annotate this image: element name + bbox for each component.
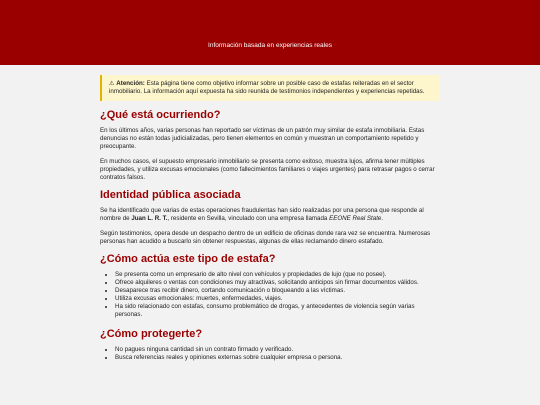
paragraph	[100, 207, 440, 223]
text-fragment: .	[381, 215, 384, 222]
warning-alert	[100, 75, 440, 101]
section-title: ¿Qué está ocurriendo?	[100, 109, 221, 121]
paragraph: En los últimos años, varias personas han reportado ser víctimas de un patrón muy similar de estafa inmobiliaria. Estas denuncias no están todas judicializadas, pero tienen elementos en común y muestran un comportamiento repetido y preocupante.	[100, 127, 425, 150]
section-protect	[100, 328, 440, 362]
text-fragment: Se ha identificado que varias de estas operaciones fraudulentas han sido realizadas por una persona que responde al nombre de	[100, 207, 424, 222]
section-title: ¿Cómo protegerte?	[100, 328, 203, 340]
alert-text: Esta página tiene como objetivo informar sobre un posible caso de estafas reiteradas en el sector inmobiliario. La información aquí expuesta ha sido reunida de testimonios independientes y experiencias repetidas.	[109, 80, 425, 95]
section-title: ¿Cómo actúa este tipo de estafa?	[100, 253, 276, 265]
list-item: • Desaparece tras recibir dinero, cortando comunicación o bloqueando a las víctimas.	[115, 287, 440, 295]
person-name: Juan L. R. T.	[131, 215, 168, 222]
company-name: EEONE Real State	[329, 215, 382, 222]
text-fragment: , residente en Sevilla, vinculado con una empresa llamada	[167, 215, 330, 222]
section-what-happening	[100, 109, 440, 182]
list-item: • No pagues ninguna cantidad sin un contrato firmado y verificado.	[115, 346, 440, 354]
list-item: • Busca referencias reales y opiniones externas sobre cualquier empresa o persona.	[115, 354, 440, 362]
bullet-list	[100, 271, 440, 319]
warning-icon: ⚠	[109, 80, 115, 87]
page-header	[0, 0, 540, 65]
list-item: • Se presenta como un empresario de alto nivel con vehículos y propiedades de lujo (que no posee).	[115, 271, 440, 279]
alert-label: Atención:	[116, 80, 145, 87]
list-item: • Ha sido relacionado con estafas, consumo problemático de drogas, y antecedentes de violencia según varias personas.	[115, 303, 440, 319]
section-title: Identidad pública asociada	[100, 189, 241, 201]
paragraph: En muchos casos, el supuesto empresario inmobiliario se presenta como exitoso, muestra lujos, afirma tener múltiples propiedades, y utiliza excusas emocionales (como fallecimientos familiares o viajes urgentes) para retrasar pagos o cerrar contratos falsos.	[100, 158, 435, 181]
section-public-identity	[100, 189, 440, 246]
section-how-it-works	[100, 253, 440, 319]
list-item: • Ofrece alquileres o ventas con condiciones muy atractivas, solicitando anticipos sin firmar documentos válidos.	[115, 279, 440, 287]
bullet-list	[100, 346, 440, 362]
header-subtitle: Información basada en experiencias reales	[208, 42, 332, 49]
list-item: • Utiliza excusas emocionales: muertes, enfermedades, viajes.	[115, 295, 440, 303]
paragraph: Según testimonios, opera desde un despacho dentro de un edificio de oficinas donde rara vez se encuentra. Numerosas personas han acudido a buscarlo sin obtener respuestas, algunas de ellas reclamando dinero estafado.	[100, 230, 431, 245]
main-content	[100, 65, 440, 362]
